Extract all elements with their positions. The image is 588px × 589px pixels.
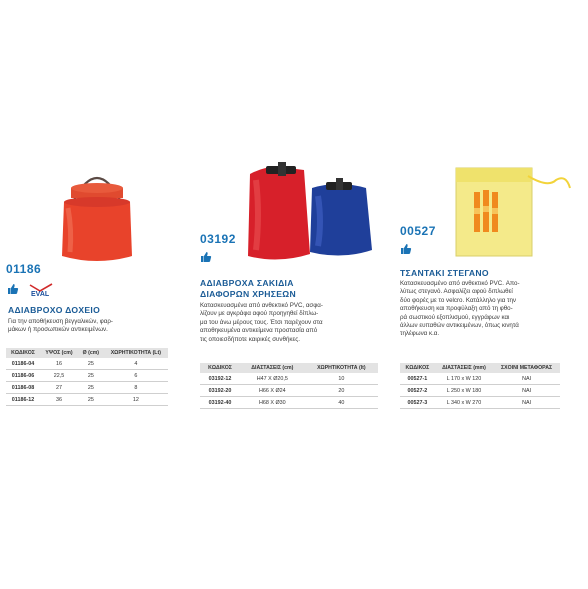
product-title: ΑΔΙΑΒΡΟΧΑ ΣΑΚΙΔΙΑ ΔΙΑΦΟΡΩΝ ΧΡΗΣΕΩΝ <box>200 278 296 299</box>
product-title: ΑΔΙΑΒΡΟΧΟ ΔΟΧΕΙΟ <box>8 305 101 315</box>
table-row: 01186-08 27 25 8 <box>6 382 168 394</box>
table-row: 03192-40 H68 X Ø30 40 <box>200 397 378 409</box>
thumbs-up-icon <box>200 251 212 263</box>
thumbs-up-icon <box>400 243 412 255</box>
table-row: 01186-04 16 25 4 <box>6 358 168 370</box>
spec-table <box>6 348 168 406</box>
col-header: ΚΩΔΙΚΟΣ <box>200 363 240 373</box>
table-row: 01186-06 22,5 25 6 <box>6 370 168 382</box>
spec-table <box>400 363 560 409</box>
col-header: ΔΙΑΣΤΑΣΕΙΣ (cm) <box>240 363 305 373</box>
col-header: ΔΙΑΣΤΑΣΕΙΣ (mm) <box>435 363 493 373</box>
product-description: Κατασκευασμένο από ανθεκτικό PVC. Απο- λύτως στεγανό. Ασφαλίζει αφού διπλωθεί δύο φορές με το velcro. Κατάλληλο για την αποθήκευση και προφύλαξη από τη φθο- ρά σωστικού εξοπλισμού, εγγράφων και άλλων ευπαθών αντικειμένων, όπως κινητά τηλέφωνα κ.α. <box>400 280 520 338</box>
table-row: 00527-3 L 340 x W 270 ΝΑΙ <box>400 397 560 409</box>
product-description: Κατασκευασμένα από ανθεκτικό PVC, ασφα- λίζουν με αγκράφα αφού προηγηθεί δίπλω- μα του άνω μέρους τους. Έτσι παρέχουν στα αποθηκευμένα αντικείμενα προστασία από τις οποιεσδήποτε καιρικές συνθήκες. <box>200 302 323 343</box>
product-title: ΤΣΑΝΤΑΚΙ ΣΤΕΓΑΝΟ <box>400 268 489 278</box>
col-header: ΥΨΟΣ (cm) <box>40 348 78 358</box>
col-header: ΚΩΔΙΚΟΣ <box>400 363 435 373</box>
col-header: ΧΩΡΗΤΙΚΟΤΗΤΑ (lt) <box>305 363 378 373</box>
container-image <box>52 160 142 272</box>
pouch-image <box>448 158 578 258</box>
product-code: 01186 <box>6 262 42 276</box>
col-header: ΣΧΟΙΝΙ ΜΕΤΑΦΟΡΑΣ <box>493 363 560 373</box>
col-header: ΚΩΔΙΚΟΣ <box>6 348 40 358</box>
eval-logo <box>28 281 54 297</box>
spec-table <box>200 363 378 409</box>
table-row: 01186-12 36 25 12 <box>6 394 168 406</box>
col-header: ΧΩΡΗΤΙΚΟΤΗΤΑ (Lt) <box>104 348 168 358</box>
table-row: 03192-20 H66 X Ø24 20 <box>200 385 378 397</box>
product-code: 03192 <box>200 232 236 246</box>
bags-image <box>238 154 378 264</box>
table-row: 00527-2 L 250 x W 180 ΝΑΙ <box>400 385 560 397</box>
table-row: 00527-1 L 170 x W 120 ΝΑΙ <box>400 373 560 385</box>
svg-text:EVAL: EVAL <box>31 291 50 297</box>
thumbs-up-icon <box>7 283 19 295</box>
product-code: 00527 <box>400 224 436 238</box>
product-01186 <box>6 150 188 450</box>
table-row: 03192-12 H47 X Ø20,5 10 <box>200 373 378 385</box>
product-03192 <box>198 150 383 450</box>
col-header: Ø (cm) <box>78 348 104 358</box>
product-description: Για την αποθήκευση βεγγαλικών, φαρ- μάκων ή προσωπικών αντικειμένων. <box>8 318 113 334</box>
product-00527 <box>398 150 583 450</box>
